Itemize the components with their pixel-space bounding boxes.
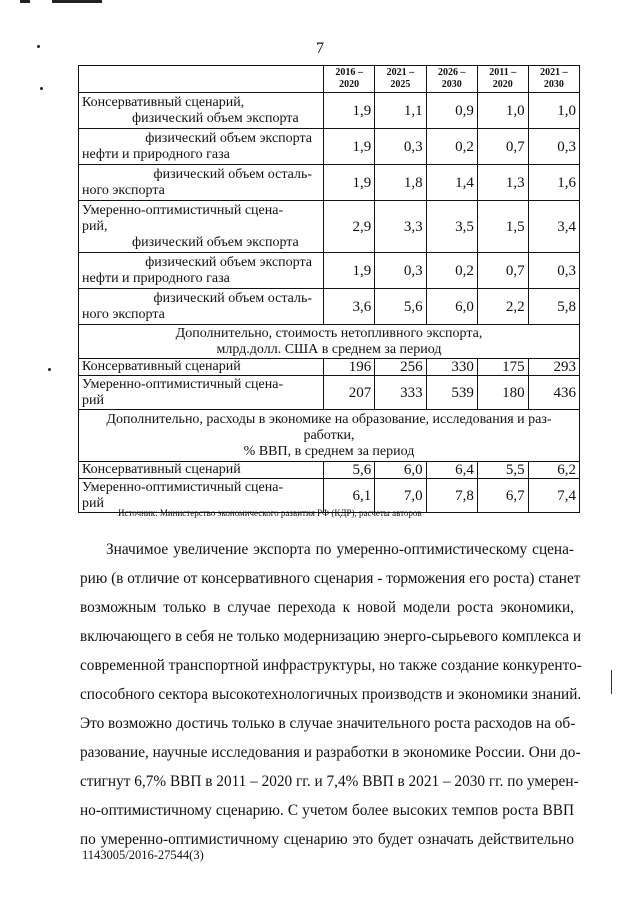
cell: 0,3 — [528, 129, 579, 165]
cell: 1,9 — [324, 253, 375, 289]
paragraph-line: возможным только в случае перехода к новой модели роста экономики, — [80, 599, 574, 616]
section-title: Консервативный сценарий, — [82, 94, 245, 110]
col-header: 2016 – 2020 — [324, 66, 375, 93]
cell: 3,6 — [324, 289, 375, 325]
document-footer-id: 1143005/2016-27544(3) — [82, 848, 204, 862]
cell: 1,0 — [477, 93, 528, 129]
row-label: физический объем осталь- ного экспорта — [79, 289, 324, 325]
row-label: Умеренно-оптимистичный сцена- рий — [79, 376, 324, 410]
paragraph-line: современной транспортной инфраструктуры, но также создание конкуренто- — [80, 657, 582, 674]
cell: 330 — [426, 359, 477, 376]
margin-mark — [611, 670, 612, 694]
table-row — [79, 201, 580, 253]
cell: 1,1 — [375, 93, 426, 129]
cell: 1,5 — [477, 201, 528, 253]
col-header: 2021 – 2030 — [528, 66, 579, 93]
cell: 6,7 — [477, 479, 528, 513]
scan-artifact-top — [52, 0, 102, 3]
table-row — [79, 462, 580, 479]
cell: 0,3 — [528, 253, 579, 289]
row-label: Умеренно-оптимистичный сцена- рий — [79, 479, 324, 513]
paragraph-line: способного сектора высокотехнологичных производств и экономики знаний. — [80, 686, 582, 703]
cell: 0,7 — [477, 129, 528, 165]
cell: 5,6 — [324, 462, 375, 479]
paragraph-line: включающего в себя не только модернизацию энерго-сырьевого комплекса и — [80, 628, 582, 645]
row-label: Умеренно-оптимистичный сцена- рий, физический объем экспорта — [79, 201, 324, 253]
cell: 1,0 — [528, 93, 579, 129]
cell: 5,8 — [528, 289, 579, 325]
row-label: Консервативный сценарий — [79, 359, 324, 376]
paragraph-line: рию (в отличие от консервативного сценария - торможения его роста) станет — [80, 570, 581, 587]
col-header: 2011 – 2020 — [477, 66, 528, 93]
cell: 0,9 — [426, 93, 477, 129]
cell: 1,9 — [324, 165, 375, 201]
table-row — [79, 376, 580, 410]
cell: 0,7 — [477, 253, 528, 289]
table-row — [79, 165, 580, 201]
paragraph-line: но-оптимистичному сценарию. С учетом более высоких темпов роста ВВП — [80, 802, 574, 819]
row-label: Консервативный сценарий — [79, 462, 324, 479]
cell: 436 — [528, 376, 579, 410]
cell: 1,4 — [426, 165, 477, 201]
cell: 0,2 — [426, 129, 477, 165]
cell: 5,5 — [477, 462, 528, 479]
cell: 1,3 — [477, 165, 528, 201]
paragraph-line: стигнут 6,7% ВВП в 2011 – 2020 гг. и 7,4% ВВП в 2021 – 2030 гг. по умерен- — [80, 773, 579, 790]
cell: 6,0 — [426, 289, 477, 325]
col-header: 2026 – 2030 — [426, 66, 477, 93]
paragraph-line: по умеренно-оптимистичному сценарию это будет означать действительно — [80, 831, 574, 848]
col-header: 2021 – 2025 — [375, 66, 426, 93]
cell: 1,9 — [324, 129, 375, 165]
cell: 5,6 — [375, 289, 426, 325]
cell: 256 — [375, 359, 426, 376]
table-row — [79, 359, 580, 376]
cell: 3,3 — [375, 201, 426, 253]
cell: 3,5 — [426, 201, 477, 253]
cell: 2,2 — [477, 289, 528, 325]
table-row — [79, 129, 580, 165]
row-label: физический объем осталь- ного экспорта — [79, 165, 324, 201]
cell: 2,9 — [324, 201, 375, 253]
header-empty — [79, 66, 324, 93]
cell: 6,1 — [324, 479, 375, 513]
cell: 333 — [375, 376, 426, 410]
paragraph-line: разование, научные исследования и разработки в экономике России. Они до- — [80, 744, 581, 761]
table-row — [79, 93, 580, 129]
cell: 1,8 — [375, 165, 426, 201]
table-row — [79, 289, 580, 325]
cell: 1,6 — [528, 165, 579, 201]
cell: 0,2 — [426, 253, 477, 289]
cell: 7,4 — [528, 479, 579, 513]
cell: 180 — [477, 376, 528, 410]
cell: 0,3 — [375, 129, 426, 165]
paragraph-line: Значимое увеличение экспорта по умеренно-оптимистическому сцена- — [106, 541, 574, 558]
cell: 6,4 — [426, 462, 477, 479]
section-heading-row — [79, 325, 580, 359]
table-row — [79, 253, 580, 289]
header-row — [79, 66, 580, 93]
paragraph-line: Это возможно достичь только в случае значительного роста расходов на об- — [80, 715, 576, 732]
cell: 175 — [477, 359, 528, 376]
cell: 1,9 — [324, 93, 375, 129]
scan-dot — [40, 87, 43, 90]
cell: 196 — [324, 359, 375, 376]
cell: 3,4 — [528, 201, 579, 253]
cell: 293 — [528, 359, 579, 376]
cell: 539 — [426, 376, 477, 410]
cell: 6,0 — [375, 462, 426, 479]
row-label: физический объем экспорта нефти и природного газа — [79, 129, 324, 165]
cell: 6,2 — [528, 462, 579, 479]
section-title: Умеренно-оптимистичный сцена- — [82, 202, 284, 218]
table-source-note: Источник: Министерство экономического развития РФ (КДР), расчеты авторов — [118, 508, 422, 518]
scan-dot — [48, 368, 51, 371]
body-paragraph — [80, 535, 582, 854]
row-label: Консервативный сценарий, физический объем экспорта — [79, 93, 324, 129]
cell: 7,8 — [426, 479, 477, 513]
export-table — [78, 65, 580, 513]
section-heading: Дополнительно, расходы в экономике на образование, исследования и раз- работки, % ВВП, в среднем за период — [79, 410, 580, 462]
cell: 7,0 — [375, 479, 426, 513]
scan-artifact-top — [20, 0, 30, 3]
section-heading: Дополнительно, стоимость нетопливного экспорта, млрд.долл. США в среднем за период — [79, 325, 580, 359]
row-label: физический объем экспорта нефти и природного газа — [79, 253, 324, 289]
cell: 0,3 — [375, 253, 426, 289]
cell: 207 — [324, 376, 375, 410]
page-number: 7 — [316, 40, 324, 57]
section-heading-row — [79, 410, 580, 462]
